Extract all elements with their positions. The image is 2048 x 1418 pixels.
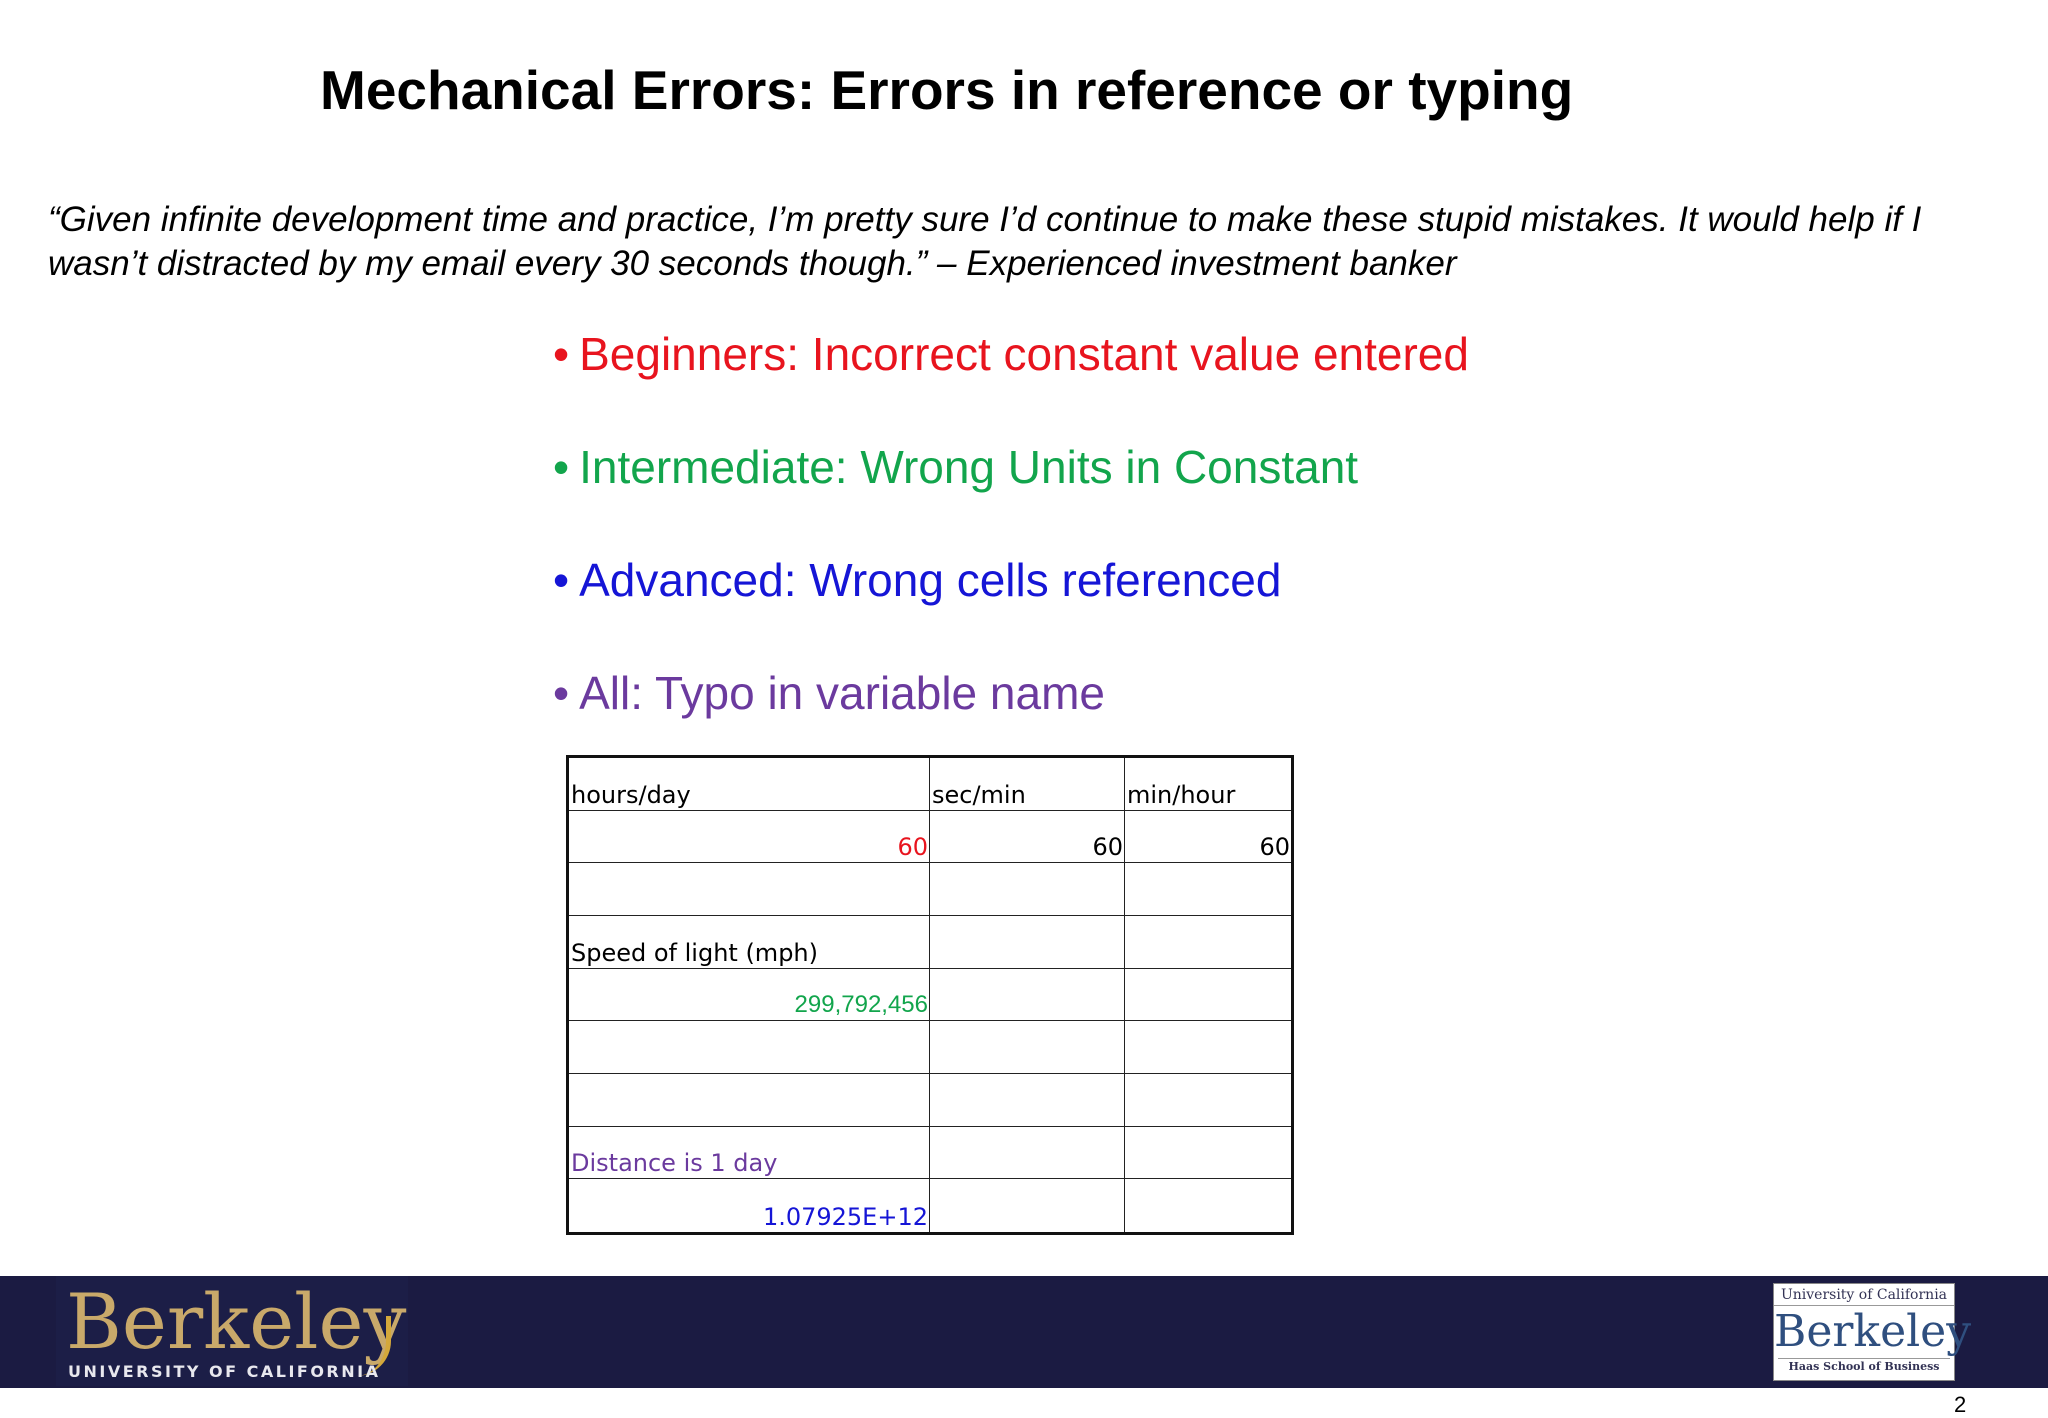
bullet-text: Beginners: Incorrect constant value entered	[579, 328, 1469, 380]
cell-c2[interactable]: 60	[1125, 811, 1291, 864]
haas-logo-top: University of California	[1774, 1287, 1954, 1306]
haas-logo	[1773, 1283, 1972, 1381]
cell-c7[interactable]	[1125, 1074, 1291, 1127]
quote: “Given infinite development time and practice, I’m pretty sure I’d continue to make these stupid mistakes. It would help if I wasn’t distracted by my email every 30 seconds though.” – Experienced investment banker	[48, 200, 1922, 283]
bullet-text: Intermediate: Wrong Units in Constant	[579, 441, 1359, 493]
bullet-advanced	[553, 544, 1469, 657]
slide-title: Mechanical Errors: Errors in reference or typing	[320, 59, 1574, 121]
cell-b3[interactable]	[930, 863, 1125, 916]
cell-a3[interactable]	[569, 863, 930, 916]
cell-c4[interactable]	[1125, 916, 1291, 969]
cell-c3[interactable]	[1125, 863, 1291, 916]
cell-c8[interactable]	[1125, 1127, 1291, 1180]
bullet-dot: •	[553, 328, 570, 380]
cell-c6[interactable]	[1125, 1021, 1291, 1074]
bullet-dot: •	[553, 554, 570, 606]
cell-a7[interactable]	[569, 1074, 930, 1127]
cell-a8[interactable]: Distance is 1 day	[569, 1127, 930, 1180]
bullet-text: All: Typo in variable name	[579, 667, 1105, 719]
bullet-text: Advanced: Wrong cells referenced	[579, 554, 1282, 606]
bullet-intermediate	[553, 431, 1469, 544]
bullet-list	[553, 318, 1469, 770]
cell-a9[interactable]: 1.07925E+12	[569, 1179, 930, 1232]
cell-c5[interactable]	[1125, 969, 1291, 1022]
berkeley-logo-subtitle: UNIVERSITY OF CALIFORNIA	[68, 1362, 381, 1381]
berkeley-logo-wordmark: Berkeley	[66, 1277, 407, 1366]
cell-c9[interactable]	[1125, 1179, 1291, 1232]
cell-b5[interactable]	[930, 969, 1125, 1022]
cell-c1[interactable]: min/hour	[1125, 758, 1291, 811]
cell-b9[interactable]	[930, 1179, 1125, 1232]
cell-a2[interactable]: 60	[569, 811, 930, 864]
haas-logo-wordmark: Berkeley	[1774, 1306, 1972, 1357]
bullet-beginners	[553, 318, 1469, 431]
bullet-dot: •	[553, 441, 570, 493]
cell-a1[interactable]: hours/day	[569, 758, 930, 811]
cell-b4[interactable]	[930, 916, 1125, 969]
bullet-dot: •	[553, 667, 570, 719]
page-number: 2	[1954, 1392, 1967, 1417]
cell-b1[interactable]: sec/min	[930, 758, 1125, 811]
cell-a5[interactable]: 299,792,456	[569, 969, 930, 1022]
spreadsheet-table	[566, 755, 1294, 1235]
haas-logo-subtitle: Haas School of Business	[1778, 1358, 1950, 1373]
cell-b7[interactable]	[930, 1074, 1125, 1127]
bullet-all	[553, 657, 1469, 770]
cell-a6[interactable]	[569, 1021, 930, 1074]
cell-a4[interactable]: Speed of light (mph)	[569, 916, 930, 969]
cell-b2[interactable]: 60	[930, 811, 1125, 864]
cell-b6[interactable]	[930, 1021, 1125, 1074]
cell-b8[interactable]	[930, 1127, 1125, 1180]
berkeley-logo	[56, 1276, 408, 1386]
